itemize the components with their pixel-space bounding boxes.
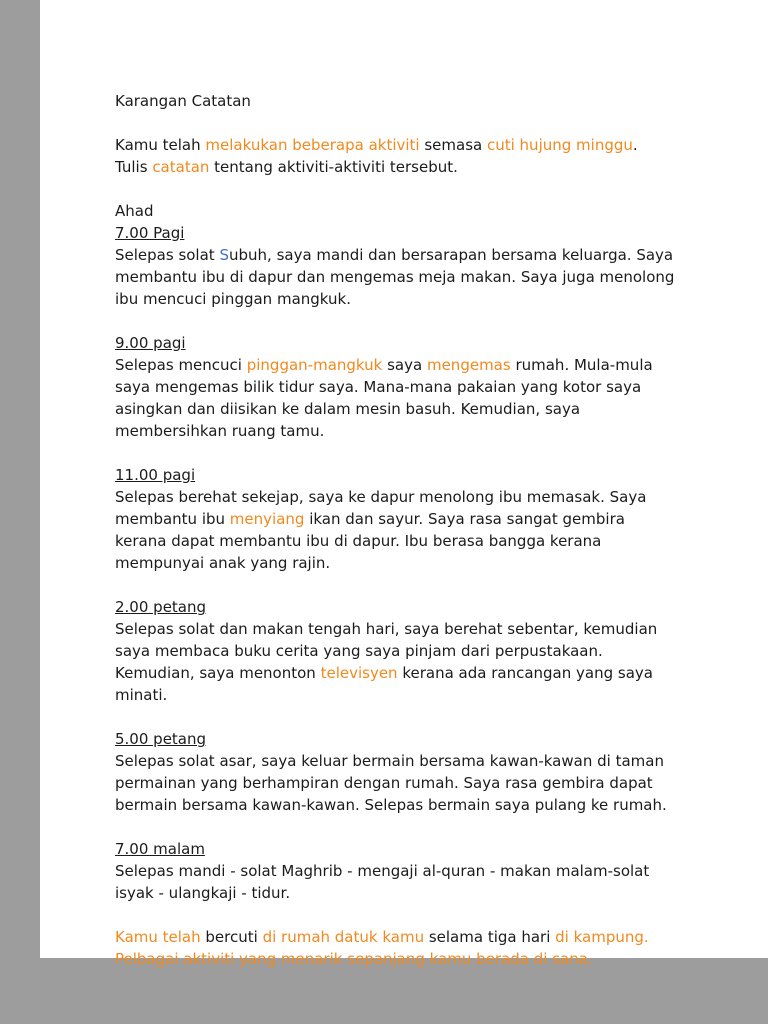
highlighted-text: pinggan-mangkuk	[246, 356, 383, 374]
text-segment: saya	[382, 356, 427, 374]
footer-paragraph	[115, 926, 675, 970]
text-segment: bercuti	[205, 928, 263, 946]
text-segment: ikan dan sayur. Saya rasa sangat gembira kerana dapat membantu ibu di dapur. Ibu berasa bangga kerana mempunyai anak yang rajin.	[115, 510, 625, 572]
section-time: 7.00 Pagi	[115, 224, 185, 242]
text-segment: selama tiga hari	[424, 928, 556, 946]
section-time: 7.00 malam	[115, 840, 205, 858]
text-segment: kerana ada rancangan yang saya minati.	[115, 664, 653, 704]
text-segment: Tulis	[115, 158, 153, 176]
text-segment: semasa	[419, 136, 487, 154]
day-label: Ahad	[115, 202, 154, 220]
highlighted-text: S	[219, 246, 229, 264]
diary-section	[115, 596, 675, 706]
document-content	[115, 90, 675, 985]
highlighted-text: cuti hujung minggu	[486, 136, 633, 154]
document-title: Karangan Catatan	[115, 92, 251, 110]
highlighted-text: melakukan beberapa aktiviti	[205, 136, 420, 154]
section-body	[115, 354, 675, 442]
highlighted-text: di rumah datuk kamu	[262, 928, 425, 946]
text-segment: Selepas berehat sekejap, saya ke dapur menolong ibu memasak. Saya membantu ibu	[115, 488, 647, 528]
highlighted-text: di kampung.	[555, 928, 649, 946]
text-segment: Selepas mandi - solat Maghrib - mengaji al-quran - makan malam-solat isyak - ulangkaji - tidur.	[115, 862, 650, 902]
text-segment: rumah. Mula-mula saya mengemas bilik tidur saya. Mana-mana pakaian yang kotor saya asingkan dan diisikan ke dalam mesin basuh. Kemudian, saya membersihkan ruang tamu.	[115, 356, 653, 440]
section-time: 11.00 pagi	[115, 466, 196, 484]
sections	[115, 222, 675, 904]
section-body	[115, 860, 675, 904]
diary-section	[115, 222, 675, 310]
section-body	[115, 244, 675, 310]
text-segment: ubuh, saya mandi dan bersarapan bersama keluarga. Saya membantu ibu di dapur dan mengemas meja makan. Saya juga menolong ibu mencuci pinggan mangkuk.	[115, 246, 675, 308]
diary-section	[115, 728, 675, 816]
highlighted-text: menyiang	[229, 510, 305, 528]
intro-paragraph	[115, 134, 675, 178]
diary-section	[115, 332, 675, 442]
section-time: 9.00 pagi	[115, 334, 186, 352]
text-segment: Selepas solat dan makan tengah hari, saya berehat sebentar, kemudian saya membaca buku cerita yang saya pinjam dari perpustakaan. Kemudian, saya menonton	[115, 620, 658, 682]
section-body	[115, 750, 675, 816]
section-time: 2.00 petang	[115, 598, 207, 616]
highlighted-text: mengemas	[426, 356, 511, 374]
highlighted-text: Kamu telah	[115, 928, 206, 946]
diary-section	[115, 464, 675, 574]
text-segment: tentang aktiviti-aktiviti tersebut.	[209, 158, 458, 176]
text-segment: Selepas mencuci	[115, 356, 247, 374]
section-body	[115, 486, 675, 574]
text-segment: Selepas solat	[115, 246, 220, 264]
highlighted-text: Pelbagai aktiviti yang menarik sepanjang kamu berada di sana.	[115, 950, 593, 968]
text-segment: .	[632, 136, 638, 154]
highlighted-text: catatan	[152, 158, 210, 176]
document-page	[40, 0, 768, 968]
text-segment: Selepas solat asar, saya keluar bermain bersama kawan-kawan di taman permainan yang berhampiran dengan rumah. Saya rasa gembira dapat bermain bersama kawan-kawan. Selepas bermain saya pulang ke rumah.	[115, 752, 667, 814]
text-segment: Kamu telah	[115, 136, 206, 154]
diary-section	[115, 838, 675, 904]
section-time: 5.00 petang	[115, 730, 207, 748]
section-body	[115, 618, 675, 706]
highlighted-text: televisyen	[320, 664, 398, 682]
